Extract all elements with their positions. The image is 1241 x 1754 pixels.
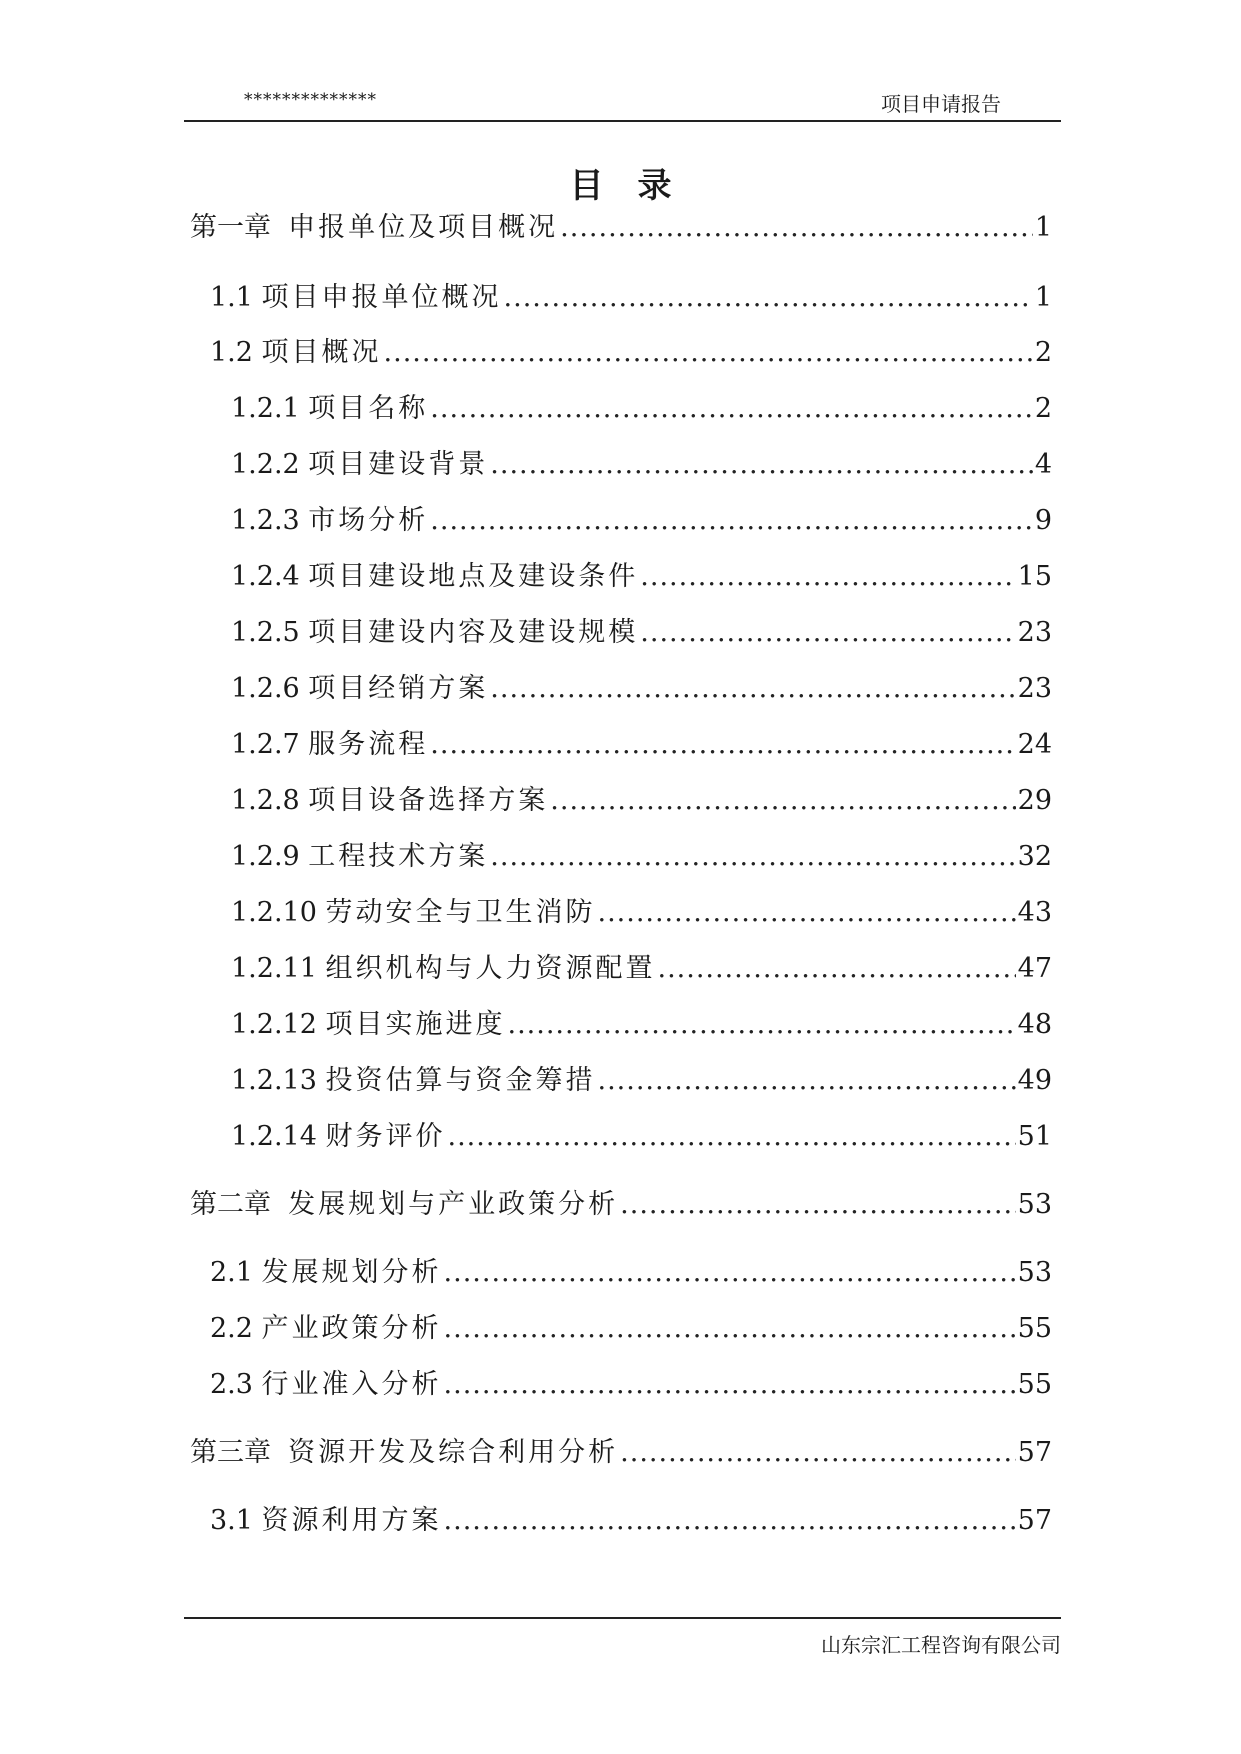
toc-entry-title: 项目名称 xyxy=(308,393,429,424)
toc-entry-gap xyxy=(317,893,326,933)
toc-dot-leader xyxy=(640,613,1015,653)
toc-entry-page: 57 xyxy=(1017,1505,1052,1536)
toc-dot-leader xyxy=(430,389,1033,429)
toc-entry-gap xyxy=(317,1061,326,1101)
toc-dot-leader xyxy=(620,1185,1015,1225)
toc-entry-title: 项目设备选择方案 xyxy=(308,785,549,816)
toc-entry-gap xyxy=(300,501,309,541)
toc-entry[interactable] xyxy=(231,949,1052,989)
toc-entry-number: 1.1 xyxy=(210,282,253,313)
page-footer xyxy=(184,1617,1061,1657)
toc-entry[interactable] xyxy=(190,208,1052,248)
toc-entry-title: 项目建设内容及建设规模 xyxy=(308,617,639,648)
toc-entry-number: 1.2.10 xyxy=(231,897,317,928)
toc-dot-leader xyxy=(640,557,1015,597)
toc-entry-number: 1.2.6 xyxy=(231,673,300,704)
toc-entry-gap xyxy=(253,278,262,318)
toc-entry[interactable] xyxy=(210,1253,1052,1293)
toc-entry-gap xyxy=(300,837,309,877)
toc-entry[interactable] xyxy=(231,669,1052,709)
toc-entry-gap xyxy=(300,781,309,821)
toc-entry-page: 32 xyxy=(1017,841,1052,872)
toc-dot-leader xyxy=(447,1117,1015,1157)
toc-dot-leader xyxy=(444,1501,1016,1541)
toc-entry-number: 1.2.9 xyxy=(231,841,300,872)
toc-dot-leader xyxy=(597,1061,1015,1101)
toc-entry-page: 23 xyxy=(1017,617,1052,648)
toc-entry-page: 51 xyxy=(1017,1121,1052,1152)
toc-entry-gap xyxy=(300,669,309,709)
toc-entry[interactable] xyxy=(231,837,1052,877)
toc-title: 目录 xyxy=(569,166,706,206)
toc-dot-leader xyxy=(504,278,1033,318)
toc-entry-title: 项目实施进度 xyxy=(325,1009,506,1040)
toc-entry-gap xyxy=(253,1309,262,1349)
toc-entry-gap xyxy=(317,949,326,989)
toc-entry-page: 29 xyxy=(1017,785,1052,816)
header-left-text: ************** xyxy=(244,90,377,110)
toc-entry-page: 53 xyxy=(1017,1189,1052,1220)
toc-dot-leader xyxy=(550,781,1015,821)
toc-entry[interactable] xyxy=(190,1185,1052,1225)
toc-entry[interactable] xyxy=(231,725,1052,765)
toc-entry-page: 4 xyxy=(1034,449,1052,480)
toc-entry-page: 15 xyxy=(1017,561,1052,592)
toc-entry-number: 1.2 xyxy=(210,337,253,368)
toc-entry-gap xyxy=(317,1005,326,1045)
toc-entry-gap xyxy=(271,1433,288,1473)
toc-entry[interactable] xyxy=(210,1309,1052,1349)
toc-entry[interactable] xyxy=(231,389,1052,429)
toc-entry-gap xyxy=(300,389,309,429)
toc-entry-gap xyxy=(300,557,309,597)
toc-entry-number: 1.2.13 xyxy=(231,1065,317,1096)
toc-entry-gap xyxy=(300,725,309,765)
toc-entry-number: 2.3 xyxy=(210,1369,253,1400)
toc-dot-leader xyxy=(444,1309,1016,1349)
toc-entry-number: 1.2.1 xyxy=(231,393,300,424)
toc-entry-title: 财务评价 xyxy=(325,1121,446,1152)
toc-entry[interactable] xyxy=(231,1005,1052,1045)
header-right-text: 项目申请报告 xyxy=(881,92,1001,116)
toc-entry-title: 项目经销方案 xyxy=(308,673,489,704)
toc-dot-leader xyxy=(490,669,1015,709)
toc-entry[interactable] xyxy=(231,781,1052,821)
toc-entry-page: 57 xyxy=(1017,1437,1052,1468)
toc-entry-title: 劳动安全与卫生消防 xyxy=(325,897,596,928)
toc-entry-gap xyxy=(271,208,288,248)
toc-entry-number: 2.1 xyxy=(210,1257,253,1288)
toc-entry-page: 47 xyxy=(1017,953,1052,984)
toc-entry[interactable] xyxy=(231,613,1052,653)
toc-entry-title: 服务流程 xyxy=(308,729,429,760)
footer-company: 山东宗汇工程咨询有限公司 xyxy=(821,1633,1061,1657)
toc-entry-page: 1 xyxy=(1034,282,1052,313)
toc-entry-page: 53 xyxy=(1017,1257,1052,1288)
toc-entry-number: 3.1 xyxy=(210,1505,253,1536)
toc-entry-gap xyxy=(253,1253,262,1293)
toc-dot-leader xyxy=(507,1005,1015,1045)
toc-entry-number: 第二章 xyxy=(190,1189,271,1220)
toc-entry-page: 1 xyxy=(1034,212,1052,243)
toc-entry[interactable] xyxy=(210,1501,1052,1541)
toc-entry-gap xyxy=(300,445,309,485)
toc-entry-page: 55 xyxy=(1017,1369,1052,1400)
toc-entry-title: 项目申报单位概况 xyxy=(261,282,502,313)
toc-dot-leader xyxy=(657,949,1015,989)
toc-entry[interactable] xyxy=(210,278,1052,318)
toc-entry-gap xyxy=(300,613,309,653)
toc-entry-title: 发展规划与产业政策分析 xyxy=(288,1189,619,1220)
toc-entry-title: 申报单位及项目概况 xyxy=(288,212,559,243)
toc-entry-number: 1.2.14 xyxy=(231,1121,317,1152)
toc-entry-number: 1.2.12 xyxy=(231,1009,317,1040)
toc-dot-leader xyxy=(430,501,1033,541)
toc-entry-title: 市场分析 xyxy=(308,505,429,536)
toc-dot-leader xyxy=(384,333,1033,373)
toc-entry-gap xyxy=(271,1185,288,1225)
toc-entry-page: 9 xyxy=(1034,505,1052,536)
toc-entry[interactable] xyxy=(190,1433,1052,1473)
toc-entry-number: 1.2.2 xyxy=(231,449,300,480)
toc-entry-title: 行业准入分析 xyxy=(261,1369,442,1400)
toc-entry-gap xyxy=(253,333,262,373)
toc-entry-number: 2.2 xyxy=(210,1313,253,1344)
toc-dot-leader xyxy=(597,893,1015,933)
toc-dot-leader xyxy=(444,1253,1016,1293)
toc-entry-title: 资源开发及综合利用分析 xyxy=(288,1437,619,1468)
toc-entry-gap xyxy=(253,1365,262,1405)
toc-entry-title: 项目建设地点及建设条件 xyxy=(308,561,639,592)
toc-entry[interactable] xyxy=(210,333,1052,373)
toc-entry[interactable] xyxy=(231,557,1052,597)
toc-entry-number: 第三章 xyxy=(190,1437,271,1468)
toc-entry-number: 1.2.3 xyxy=(231,505,300,536)
toc-entry-page: 2 xyxy=(1034,337,1052,368)
toc-entry-title: 发展规划分析 xyxy=(261,1257,442,1288)
toc-dot-leader xyxy=(490,445,1033,485)
toc-dot-leader xyxy=(620,1433,1015,1473)
toc-entry-number: 1.2.5 xyxy=(231,617,300,648)
toc-entry-page: 48 xyxy=(1017,1009,1052,1040)
toc-entry-page: 2 xyxy=(1034,393,1052,424)
toc-entry[interactable] xyxy=(231,1117,1052,1157)
toc-entry[interactable] xyxy=(231,501,1052,541)
toc-entry-gap xyxy=(317,1117,326,1157)
toc-entry-title: 投资估算与资金筹措 xyxy=(325,1065,596,1096)
toc-entry-page: 23 xyxy=(1017,673,1052,704)
toc-entry-title: 工程技术方案 xyxy=(308,841,489,872)
toc-entry-title: 项目概况 xyxy=(261,337,382,368)
toc-entry-gap xyxy=(253,1501,262,1541)
toc-entry[interactable] xyxy=(231,893,1052,933)
toc-entry-title: 资源利用方案 xyxy=(261,1505,442,1536)
toc-entry-page: 24 xyxy=(1017,729,1052,760)
toc-entry-page: 43 xyxy=(1017,897,1052,928)
toc-entry-number: 1.2.7 xyxy=(231,729,300,760)
toc-dot-leader xyxy=(490,837,1015,877)
toc-entry-title: 项目建设背景 xyxy=(308,449,489,480)
toc-entry-page: 55 xyxy=(1017,1313,1052,1344)
toc-entry-number: 第一章 xyxy=(190,212,271,243)
toc-entry[interactable] xyxy=(231,445,1052,485)
toc-entry-title: 产业政策分析 xyxy=(261,1313,442,1344)
toc-dot-leader xyxy=(430,725,1015,765)
toc-dot-leader xyxy=(444,1365,1016,1405)
toc-entry[interactable] xyxy=(231,1061,1052,1101)
toc-entry-number: 1.2.4 xyxy=(231,561,300,592)
toc-entry-title: 组织机构与人力资源配置 xyxy=(325,953,656,984)
toc-entry-number: 1.2.11 xyxy=(231,953,317,984)
toc-entry-page: 49 xyxy=(1017,1065,1052,1096)
toc-dot-leader xyxy=(560,208,1033,248)
toc-entry-number: 1.2.8 xyxy=(231,785,300,816)
toc-entry[interactable] xyxy=(210,1365,1052,1405)
